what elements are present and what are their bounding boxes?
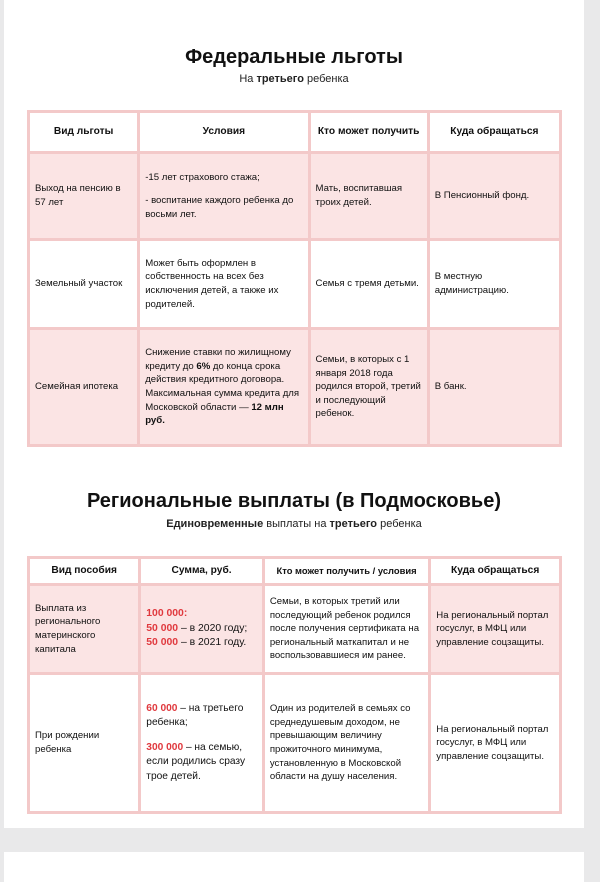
benefit-where: В Пенсионный фонд. [430,154,559,238]
column-header: Кто может получить [311,113,427,151]
payment-eligible: Семьи, в которых третий или последующий ребенок родился после получения сертификата на региональный маткапитал и не воспользовавшиеся им ранее. [265,586,428,672]
table-header-row [30,113,559,151]
column-header: Сумма, руб. [141,559,262,583]
benefit-eligible: Мать, воспитавшая троих детей. [311,154,427,238]
regional-title: Региональные выплаты (в Подмосковье) [86,490,502,512]
benefit-type: Земельный участок [30,241,137,327]
benefit-conditions: -15 лет страхового стажа; - воспитание каждого ребенка до восьми лет. [140,154,307,238]
table-row [30,330,559,444]
next-page-edge [4,852,584,882]
payment-amount: 100 000: 50 000 – в 2020 году; 50 000 – в 2021 году. [141,586,262,672]
payment-eligible: Один из родителей в семьях со среднедушевым доходом, не превышающим величину прожиточного минимума, установленную в Московской области на душу населения. [265,675,428,811]
payment-amount: 60 000 – на третьего ребенка; 300 000 – на семью, если родились сразу трое детей. [141,675,262,811]
payment-type: Выплата из регионального материнского капитала [30,586,138,672]
payment-type: При рождении ребенка [30,675,138,811]
benefit-eligible: Семьи, в которых с 1 января 2018 года родился второй, третий и последующий ребенок. [311,330,427,444]
regional-payments-table [27,556,562,814]
benefit-type: Выход на пенсию в 57 лет [30,154,137,238]
column-header: Кто может получить / условия [265,559,428,583]
benefit-eligible: Семья с тремя детьми. [311,241,427,327]
table-row [30,675,559,811]
column-header: Условия [140,113,307,151]
column-header: Куда обращаться [430,113,559,151]
federal-subtitle: На третьего ребенка [239,73,349,85]
benefit-where: В банк. [430,330,559,444]
payment-where: На региональный портал госуслуг, в МФЦ или управление соцзащиты. [431,586,559,672]
table-row [30,586,559,672]
benefit-type: Семейная ипотека [30,330,137,444]
benefit-conditions: Может быть оформлен в собственность на всех без исключения детей, а также их родителей. [140,241,307,327]
benefit-conditions: Снижение ставки по жилищному кредиту до 6% до конца срока действия кредитного договора. Максимальная сумма кредита для Московской области — 12 млн руб. [140,330,307,444]
benefit-where: В местную администрацию. [430,241,559,327]
column-header: Вид пособия [30,559,138,583]
column-header: Куда обращаться [431,559,559,583]
federal-benefits-table [27,110,562,447]
payment-where: На региональный портал госуслуг, в МФЦ или управление соцзащиты. [431,675,559,811]
table-row [30,154,559,238]
table-row [30,241,559,327]
regional-subtitle: Единовременные выплаты на третьего ребенка [166,518,422,530]
document-page [4,0,584,828]
table-header-row [30,559,559,583]
column-header: Вид льготы [30,113,137,151]
federal-title: Федеральные льготы [185,46,403,68]
